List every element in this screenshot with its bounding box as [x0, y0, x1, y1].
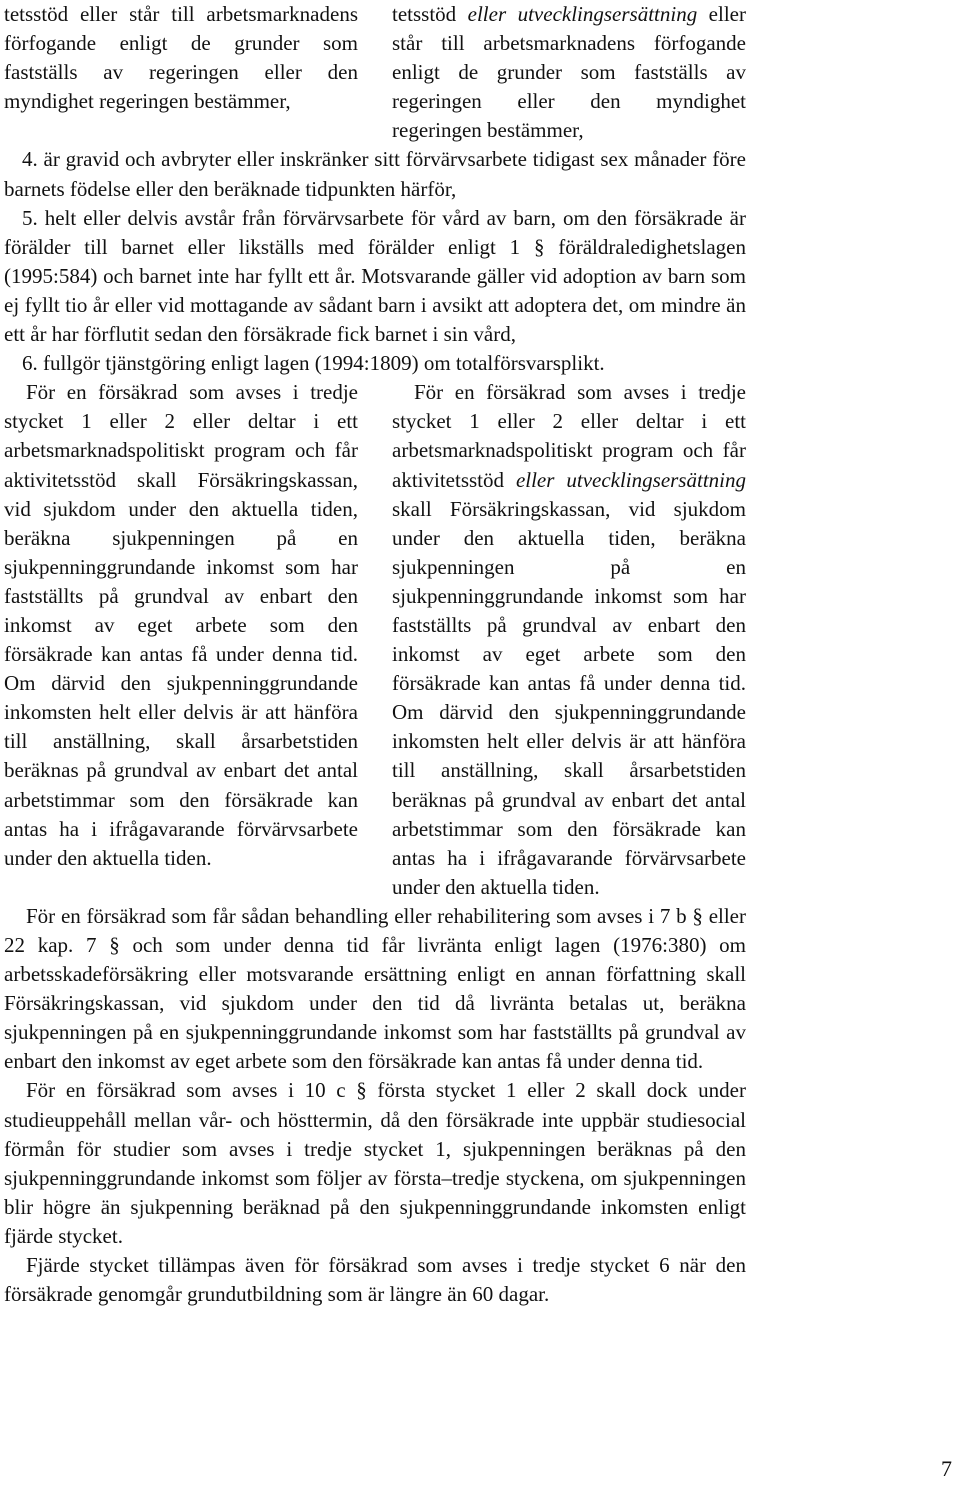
top-right-amendment-italic: eller utvecklingsersättning — [467, 2, 698, 26]
list-item-6: 6. fullgör tjänstgöring enligt lagen (1994:1809) om totalförsvarsplikt. — [22, 351, 605, 376]
middle-right-text-end: skall Försäkringskassan, vid sjukdom under den aktuella tiden, beräkna sjukpenningen på en sjukpenninggrundande inkomst som har fastställts på grundval av enbart den inkomst av eget arbete som den försäkrade kan antas få under denna tid. Om därvid den sjukpenninggrundande inkomsten helt eller delvis är att hänföra till anställning, skall årsarbetstiden beräknas på grundval av enbart det antal arbetstimmar som den försäkrade kan antas ha i ifrågavarande förvärvsarbete under den aktuella tiden. — [392, 496, 746, 899]
top-right-column-text — [392, 0, 746, 145]
page-number: 7 — [941, 1456, 952, 1481]
top-comparison-columns — [4, 0, 746, 145]
paragraph-fjarde-stycket: Fjärde stycket tillämpas även för försäkrad som avses i tredje stycket 6 när den försäkrade genomgår grundutbildning som är längre än 60 dagar. — [4, 1253, 746, 1307]
middle-comparison-columns — [4, 378, 746, 902]
paragraph-studieuppehall: För en försäkrad som avses i 10 c § första stycket 1 eller 2 skall dock under studieuppehåll mellan vår- och hösttermin, då den försäkrade inte uppbär studiesocial förmån för studier som avses i tredje stycket 1, sjukpenningen beräknas på den sjukpenninggrundande inkomst som följer av första–tredje styckena, om sjukpenningen blir högre än sjukpenning beräknad på den sjukpenninggrundande inkomsten enligt fjärde stycket. — [4, 1078, 746, 1248]
middle-left-column-text: För en försäkrad som avses i tredje stycket 1 eller 2 eller deltar i ett arbetsmarknadspolitiskt program och får aktivitetsstöd skall Försäkringskassan, vid sjukdom under den aktuella tiden, beräkna sjukpenningen på en sjukpenninggrundande inkomst som har fastställts på grundval av enbart den inkomst av eget arbete som den försäkrade kan antas få under denna tid. Om därvid den sjukpenninggrundande inkomsten helt eller delvis är att hänföra till anställning, skall årsarbetstiden beräknas på grundval av enbart det antal arbetstimmar som den försäkrade kan antas ha i ifrågavarande förvärvsarbete under den aktuella tiden. — [4, 380, 358, 870]
top-right-text-end: eller står till arbetsmarknadens förfogande enligt de grunder som fastställs av regeringen eller den myndighet regeringen bestämmer, — [392, 2, 746, 143]
list-item-5: 5. helt eller delvis avstår från förvärvsarbete för vård av barn, om den försäkrade är förälder till barnet eller likställs med förälder enligt 1 § föräldraledighetslagen (1995:584) och barnet inte har fyllt ett år. Motsvarande gäller vid adoption av barn som ej fyllt tio år eller vid mottagande av sådant barn i avsikt att adoptera det, om mindre än ett år har förflutit sedan den försäkrade fick barnet i sin vård, — [4, 205, 746, 347]
middle-right-text-start: För en försäkrad som avses i tredje stycket 1 eller 2 eller deltar i ett arbetsmarknadspolitiskt program och får aktivitetsstöd — [392, 380, 746, 492]
middle-right-amendment-italic: eller utvecklingsersättning — [515, 467, 746, 492]
top-left-column-text: tetsstöd eller står till arbetsmarknadens förfogande enligt de grunder som fastställs av regeringen eller den myndighet regeringen bestämmer, — [4, 2, 358, 114]
document-page — [4, 0, 746, 1309]
top-right-text-start: tetsstöd — [392, 2, 468, 26]
middle-right-column-text — [392, 378, 746, 902]
paragraph-livranta: För en försäkrad som får sådan behandling eller rehabilitering som avses i 7 b § eller 22 kap. 7 § och som under denna tid får livränta enligt lagen (1976:380) om arbetsskadeförsäkring eller motsvarande ersättning enligt en annan författning skall Försäkringskassan, vid sjukdom under den tid då livränta betalas ut, beräkna sjukpenningen på en sjukpenninggrundande inkomst som har fastställts på grundval av enbart den inkomst av eget arbete som den försäkrade kan antas få under denna tid. — [4, 903, 746, 1074]
list-item-4: 4. är gravid och avbryter eller inskränker sitt förvärvsarbete tidigast sex månader före barnets födelse eller den beräknade tidpunkten härför, — [4, 147, 746, 201]
